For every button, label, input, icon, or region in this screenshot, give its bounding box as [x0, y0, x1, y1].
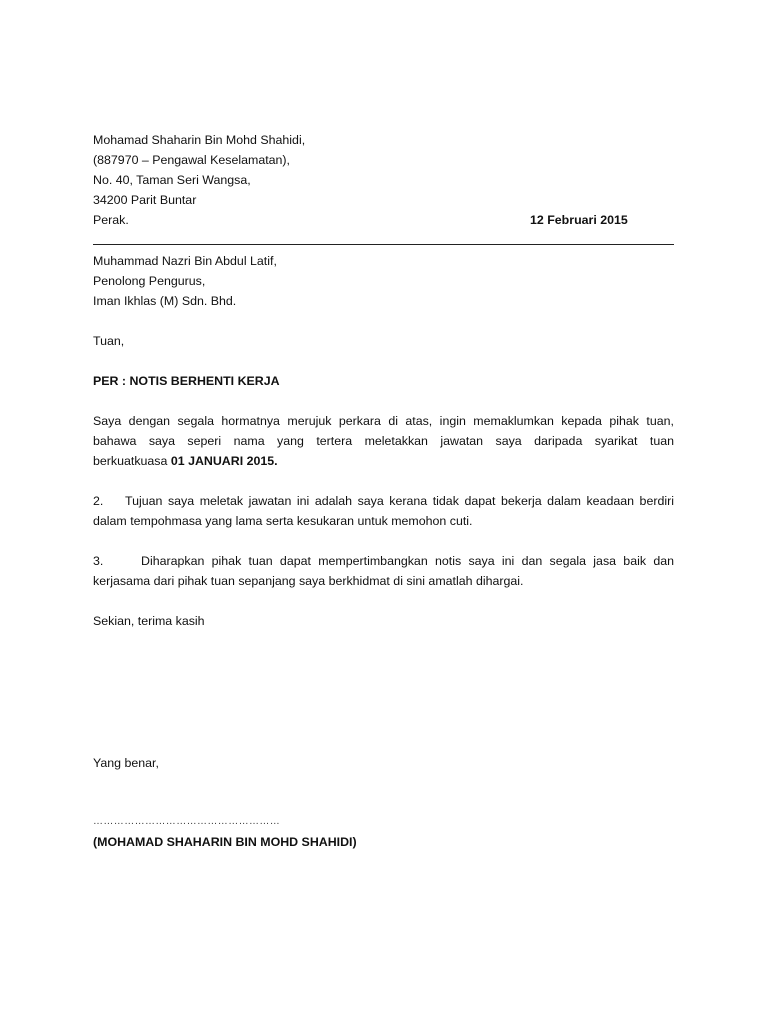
paragraph-3-line-2: kerjasama dari pihak tuan sepanjang saya berkhidmat di sini amatlah dihargai. [93, 574, 524, 588]
sender-id-position: (887970 – Pengawal Keselamatan), [93, 153, 291, 167]
letter-date: 12 Februari 2015 [530, 213, 628, 227]
paragraph-1 [93, 411, 674, 471]
effective-date: 01 JANUARI 2015. [170, 454, 278, 468]
paragraph-3-line-1-text: Diharapkan pihak tuan dapat mempertimbangkan notis saya ini dan segala jasa baik dan [141, 554, 674, 568]
recipient-company: Iman Ikhlas (M) Sdn. Bhd. [93, 294, 237, 308]
signature-line: ……………………………………………… [93, 816, 281, 827]
effective-prefix: berkuatkuasa [93, 454, 171, 468]
paragraph-2-number: 2. [93, 494, 104, 508]
paragraph-2-line-2: dalam tempohmasa yang lama serta kesukaran untuk memohon cuti. [93, 514, 473, 528]
paragraph-2 [93, 491, 674, 531]
sender-address-line-1: No. 40, Taman Seri Wangsa, [93, 173, 251, 187]
paragraph-3-number: 3. [93, 554, 104, 568]
sender-address-line-2: 34200 Parit Buntar [93, 193, 197, 207]
sender-address-line-3: Perak. [93, 213, 129, 227]
paragraph-1-line-1: Saya dengan segala hormatnya merujuk perkara di atas, ingin memaklumkan kepada pihak tuan, [93, 414, 674, 428]
paragraph-2-line-1-text: Tujuan saya meletak jawatan ini adalah saya kerana tidak dapat bekerja dalam keadaan berdiri [125, 494, 674, 508]
signatory-name: (MOHAMAD SHAHARIN BIN MOHD SHAHIDI) [93, 835, 357, 849]
recipient-position: Penolong Pengurus, [93, 274, 206, 288]
paragraph-3-line-1 [93, 551, 674, 571]
paragraph-2-line-1 [93, 491, 674, 511]
divider-line [93, 244, 674, 245]
letter-subject: PER : NOTIS BERHENTI KERJA [93, 374, 280, 388]
paragraph-1-line-3 [93, 451, 674, 471]
closing-text: Sekian, terima kasih [93, 614, 205, 628]
salutation: Tuan, [93, 334, 125, 348]
sign-off: Yang benar, [93, 756, 159, 770]
paragraph-1-line-2: bahawa saya seperi nama yang tertera meletakkan jawatan saya daripada syarikat tuan [93, 434, 674, 448]
recipient-name: Muhammad Nazri Bin Abdul Latif, [93, 254, 277, 268]
paragraph-3 [93, 551, 674, 591]
sender-name: Mohamad Shaharin Bin Mohd Shahidi, [93, 133, 306, 147]
